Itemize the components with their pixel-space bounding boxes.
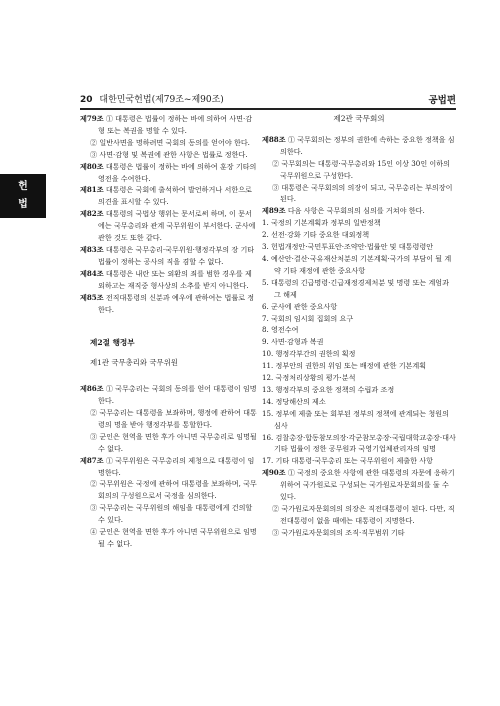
list-item: 1. 국정의 기본계획과 정부의 일반정책 — [262, 218, 381, 228]
right-paragraphs-2 — [262, 467, 456, 538]
article-text: ③ 사면·감형 및 복권에 관한 사항은 법률로 정한다. — [90, 149, 248, 159]
article-paragraph — [80, 478, 258, 502]
article-paragraph — [80, 268, 258, 292]
left-column — [80, 113, 258, 550]
right-column — [262, 113, 456, 539]
article-paragraph — [262, 503, 456, 527]
list-item: 2. 선전·강화 기타 중요한 대외정책 — [262, 230, 370, 240]
article-text: 대통령은 법률이 정하는 바에 의하여 훈장 기타의 영전을 수여한다. — [98, 161, 257, 183]
article-number: 제84조 — [80, 268, 104, 278]
list-item: 11. 정부안의 권한의 위임 또는 배정에 관한 기본계획 — [262, 361, 427, 371]
list-item: 13. 행정각부의 중요한 정책의 수립과 조정 — [262, 384, 395, 394]
article-text: ③ 대통령은 국무회의의 의장이 되고, 국무총리는 부의장이 된다. — [272, 182, 453, 204]
article-text: ② 국무총리는 대통령을 보좌하며, 행정에 관하여 대통령의 명을 받아 행정각부를 통할한다. — [90, 408, 257, 429]
article-paragraph — [80, 161, 258, 185]
article-text: 대통령은 국무총리·국무위원·행정각부의 장 기타 법률이 정하는 공사의 직을 겸할 수 없다. — [98, 244, 255, 266]
article-text: ① 국무총리는 국회의 동의를 얻어 대통령이 임명한다. — [98, 384, 257, 406]
article-text: ② 국가원로자문회의의 의장은 직전대통령이 된다. 다만, 직전대통령이 없을 때에는 대통령이 지명한다. — [272, 504, 455, 525]
article-paragraph — [80, 383, 258, 407]
side-tab — [0, 174, 46, 218]
page-number: 20 — [80, 95, 93, 105]
article-paragraph — [262, 158, 456, 182]
list-item: 3. 헌법개정안·국민투표안·조약안·법률안 및 대통령령안 — [262, 242, 434, 252]
article-number: 제80조 — [80, 161, 104, 171]
list-item: 10. 행정각부간의 권한의 획정 — [262, 349, 356, 359]
article-paragraph — [262, 134, 456, 158]
article-paragraph — [80, 526, 258, 550]
article-paragraph — [80, 244, 258, 268]
article-paragraph — [262, 527, 456, 539]
article-text: ③ 국가원로자문회의의 조직·직무범위 기타 — [272, 527, 405, 537]
article-paragraph — [80, 208, 258, 244]
list-item: 16. 검찰총장·합동참모의장·각군참모총장·국립대학교총장·대사 기타 법률이 정한 공무원과 국영기업체관리자의 임명 — [262, 432, 456, 454]
list-item: 12. 국정처리상황의 평가·분석 — [262, 373, 356, 383]
section-title: 제2절 행정부 — [90, 338, 135, 348]
article-paragraph — [262, 182, 456, 206]
article-paragraph — [80, 502, 258, 526]
running-title: 대한민국헌법(제79조~제90조) — [99, 95, 224, 105]
list-item: 14. 정당해산의 제소 — [262, 396, 326, 406]
article-number: 제83조 — [80, 244, 104, 254]
article-number: 제88조 — [262, 134, 286, 144]
list-item: 7. 국회의 임시회 집회의 요구 — [262, 313, 354, 323]
article-number: 제82조 — [80, 209, 104, 219]
article-paragraph — [80, 407, 258, 431]
article-text: 대통령의 국법상 행위는 문서로써 하며, 이 문서에는 국무총리와 관계 국무위원이 부서한다. 군사에 관한 것도 또한 같다. — [98, 209, 256, 243]
article-text: ④ 군인은 현역을 면한 후가 아니면 국무위원으로 임명될 수 없다. — [90, 527, 257, 548]
article-text: ② 국무회의는 대통령·국무총리와 15인 이상 30인 이하의 국무위원으로 구성한다. — [272, 158, 450, 180]
article-text: ③ 군인은 현역을 면한 후가 아니면 국무총리로 임명될 수 없다. — [90, 431, 257, 453]
article-paragraph — [262, 467, 456, 503]
subsection-title: 제1관 국무총리와 국무위원 — [90, 358, 178, 368]
article-text: 다음 사항은 국무회의의 심의를 거쳐야 한다. — [285, 206, 425, 216]
article-text: ② 일반사면을 명하려면 국회의 동의를 얻어야 한다. — [90, 137, 250, 147]
article-text: 대통령은 내란 또는 외환의 죄를 범한 경우를 제외하고는 재직중 형사상의 소추를 받지 아니한다. — [98, 268, 252, 290]
list-item: 4. 예산안·결산·국유재산처분의 기본계획·국가의 부담이 될 계약 기타 재정에 관한 중요사항 — [262, 253, 452, 275]
page-header — [80, 92, 456, 110]
article-text: ① 국무위원은 국무총리의 제청으로 대통령이 임명한다. — [98, 455, 255, 477]
article-paragraph — [80, 137, 258, 149]
article-number: 제89조 — [262, 206, 286, 216]
article-paragraph — [80, 184, 258, 208]
article-text: ① 국정의 중요한 사항에 관한 대통령의 자문에 응하기 위하여 국가원로로 구성되는 국가원로자문회의를 둘 수 있다. — [280, 468, 455, 502]
article-text: ③ 국무총리는 국무위원의 해임을 대통령에게 건의할 수 있다. — [90, 503, 253, 525]
article-text: ② 국무위원은 국정에 관하여 대통령을 보좌하며, 국무회의의 구성원으로서 국정을 심의한다. — [90, 479, 257, 501]
side-tab-char-1: 헌 — [18, 181, 28, 192]
article-text: 전직대통령의 신분과 예우에 관하여는 법률로 정한다. — [98, 292, 255, 314]
article-paragraph — [80, 113, 258, 137]
left-paragraphs-2 — [80, 383, 258, 550]
side-tab-char-2: 법 — [18, 199, 28, 210]
article-number: 제81조 — [80, 185, 104, 195]
article-number: 제87조 — [80, 455, 104, 465]
article-text: ① 대통령은 법률이 정하는 바에 의하여 사면·감형 또는 복권을 명할 수 있다. — [98, 114, 253, 135]
article-number: 제79조 — [80, 114, 104, 123]
article-paragraph — [80, 431, 258, 455]
right-section-title: 제2관 국무회의 — [333, 114, 385, 123]
list-item: 17. 기타 대통령·국무총리 또는 국무위원이 제출한 사항 — [262, 456, 433, 466]
article-paragraph — [80, 455, 258, 479]
right-paragraphs — [262, 134, 456, 217]
article-number: 제85조 — [80, 292, 104, 302]
list-item: 5. 대통령의 긴급명령·긴급재정경제처분 및 명령 또는 계엄과 그 해제 — [262, 277, 450, 299]
article-paragraph — [80, 149, 258, 161]
list-item: 6. 군사에 관한 중요사항 — [262, 301, 338, 311]
section-label: 공법편 — [428, 95, 456, 106]
article-number: 제86조 — [80, 384, 104, 394]
list-item: 15. 정부에 제출 또는 회부된 정부의 정책에 관계되는 청원의 심사 — [262, 408, 449, 430]
article-text: 대통령은 국회에 출석하여 발언하거나 서한으로 의견을 표시할 수 있다. — [98, 185, 252, 207]
list-item: 9. 사면·감형과 복권 — [262, 337, 324, 347]
article-89-items — [262, 217, 456, 467]
article-paragraph — [262, 205, 456, 217]
list-item: 8. 영전수여 — [262, 325, 299, 335]
article-paragraph — [80, 292, 258, 316]
article-number: 제90조 — [262, 468, 286, 478]
left-paragraphs — [80, 113, 258, 315]
article-text: ① 국무회의는 정부의 권한에 속하는 중요한 정책을 심의한다. — [280, 134, 455, 156]
